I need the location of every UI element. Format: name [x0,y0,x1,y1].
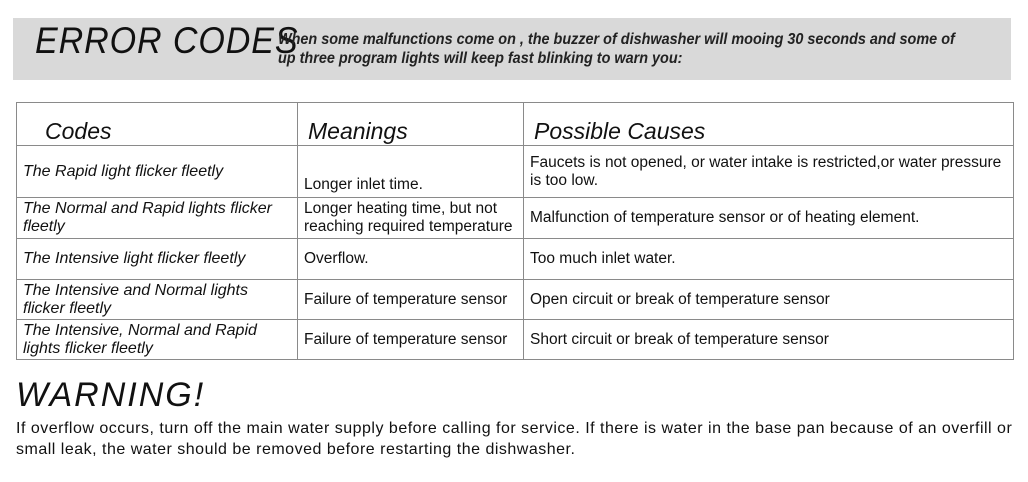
warning-text: If overflow occurs, turn off the main water supply before calling for service. If there is water in the base pan because of an overfill or small leak, the water should be removed before restarting the dishwasher. [16,420,1013,458]
cause-cell: Faucets is not opened, or water intake is restricted,or water pressure is too low. [524,146,1014,198]
cause-cell: Open circuit or break of temperature sensor [524,280,1014,320]
code-cell: The Normal and Rapid lights flicker fleetly [17,198,298,239]
page-title: ERROR CODES [35,20,299,61]
code-cell: The Rapid light flicker fleetly [17,146,298,198]
code-cell: The Intensive, Normal and Rapid lights flicker fleetly [17,320,298,360]
column-header-codes: Codes [17,103,298,146]
cause-cell: Malfunction of temperature sensor or of heating element. [524,198,1014,239]
column-header-possible-causes: Possible Causes [524,103,1014,146]
meaning-cell: Failure of temperature sensor [298,320,524,360]
table-row [17,320,1014,360]
meaning-cell: Longer heating time, but not reaching required temperature [298,198,524,239]
meaning-cell: Longer inlet time. [298,146,524,198]
cause-cell: Too much inlet water. [524,239,1014,280]
column-header-meanings: Meanings [298,103,524,146]
table-header-row [17,103,1014,146]
meaning-cell: Failure of temperature sensor [298,280,524,320]
error-codes-table [16,102,1014,360]
table-row [17,239,1014,280]
table-row [17,146,1014,198]
table-row [17,198,1014,239]
banner-description: When some malfunctions come on , the buzzer of dishwasher will mooing 30 seconds and some of up three program lights will keep fast blinking to warn you: [278,31,955,67]
error-codes-banner [13,18,1011,80]
warning-title: WARNING! [16,376,206,414]
code-cell: The Intensive light flicker fleetly [17,239,298,280]
code-cell: The Intensive and Normal lights flicker fleetly [17,280,298,320]
table-row [17,280,1014,320]
meaning-cell: Overflow. [298,239,524,280]
cause-cell: Short circuit or break of temperature sensor [524,320,1014,360]
